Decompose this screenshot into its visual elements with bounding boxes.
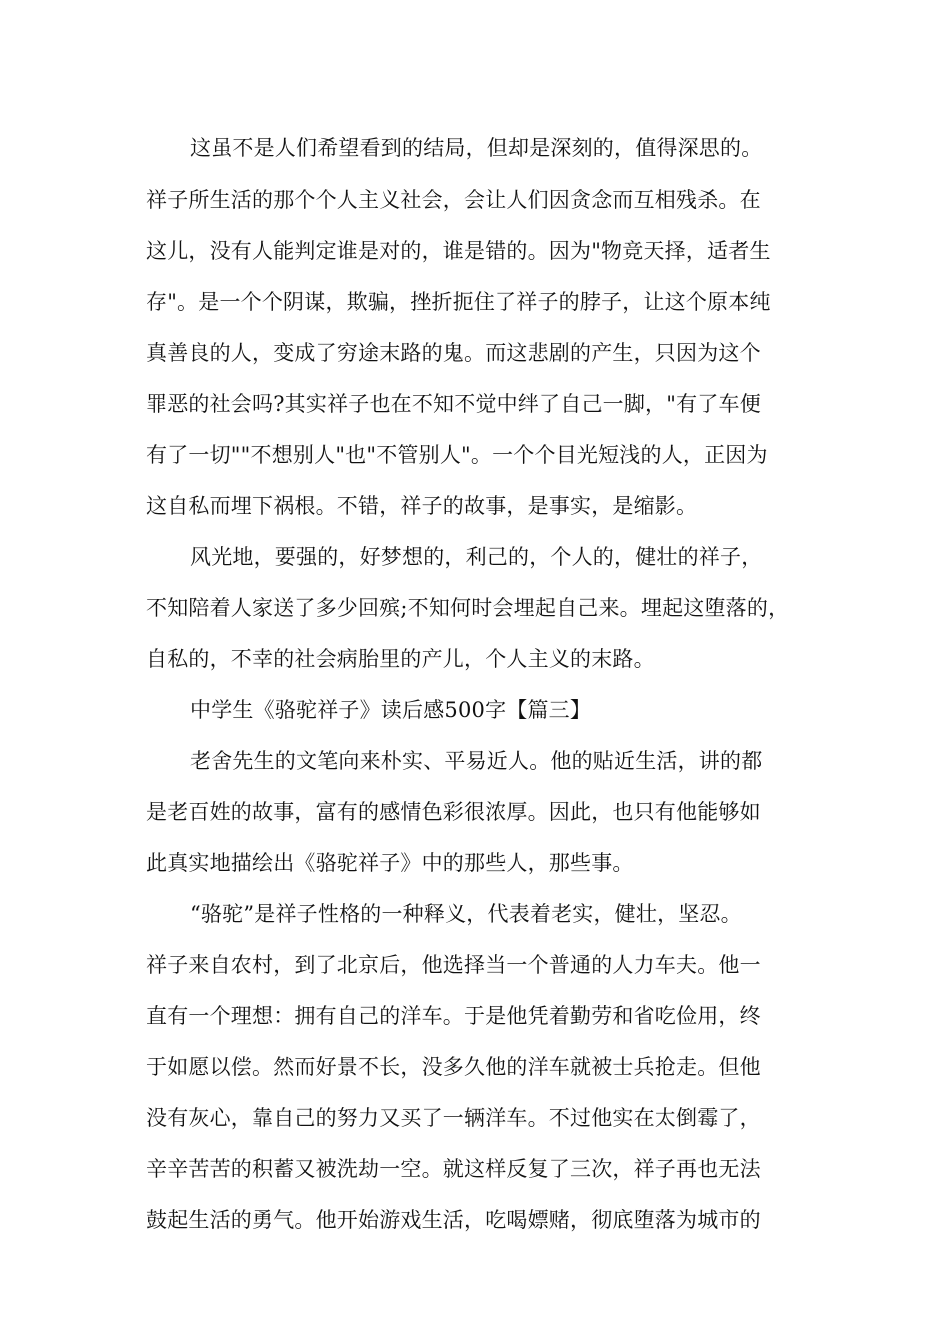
paragraph-line: 是老百姓的故事，富有的感情色彩很浓厚。因此，也只有他能够如 <box>146 800 761 824</box>
paragraph-line: 这儿，没有人能判定谁是对的，谁是错的。因为"物竞天择，适者生 <box>146 239 771 263</box>
paragraph-line: 有了一切""不想别人"也"不管别人"。一个个目光短浅的人，正因为 <box>146 443 768 467</box>
paragraph-line: 风光地，要强的，好梦想的，利己的，个人的，健壮的祥子， <box>190 545 763 569</box>
paragraph-line: 祥子所生活的那个个人主义社会，会让人们因贪念而互相残杀。在 <box>146 188 761 212</box>
paragraph-line: 老舍先生的文笔向来朴实、平易近人。他的贴近生活，讲的都 <box>190 749 763 773</box>
paragraph-line: 真善良的人，变成了穷途末路的鬼。而这悲剧的产生，只因为这个 <box>146 341 761 365</box>
paragraph-line: 祥子来自农村，到了北京后，他选择当一个普通的人力车夫。他一 <box>146 953 761 977</box>
paragraph-line: 直有一个理想：拥有自己的洋车。于是他凭着勤劳和省吃俭用，终 <box>146 1004 761 1028</box>
paragraph-line: 这虽不是人们希望看到的结局，但却是深刻的，值得深思的。 <box>190 136 763 160</box>
paragraph-line: “骆驼”是祥子性格的一种释义，代表着老实，健壮，坚忍。 <box>190 902 742 926</box>
paragraph-line: 不知陪着人家送了多少回殡;不知何时会埋起自己来。埋起这堕落的， <box>146 596 790 620</box>
paragraph-line: 于如愿以偿。然而好景不长，没多久他的洋车就被士兵抢走。但他 <box>146 1055 761 1079</box>
paragraph-line: 辛辛苦苦的积蓄又被洗劫一空。就这样反复了三次，祥子再也无法 <box>146 1157 761 1181</box>
paragraph-line: 罪恶的社会吗?其实祥子也在不知不觉中绊了自己一脚，"有了车便 <box>146 392 761 416</box>
paragraph-line: 自私的，不幸的社会病胎里的产儿，个人主义的末路。 <box>146 647 655 671</box>
paragraph-line: 此真实地描绘出《骆驼祥子》中的那些人，那些事。 <box>146 851 634 875</box>
paragraph-line: 这自私而埋下祸根。不错，祥子的故事，是事实，是缩影。 <box>146 494 698 518</box>
paragraph-line: 没有灰心，靠自己的努力又买了一辆洋车。不过他实在太倒霉了， <box>146 1106 761 1130</box>
paragraph-line: 鼓起生活的勇气。他开始游戏生活，吃喝嫖赌，彻底堕落为城市的 <box>146 1208 761 1232</box>
paragraph-line: 存"。是一个个阴谋，欺骗，挫折扼住了祥子的脖子，让这个原本纯 <box>146 290 771 314</box>
section-heading: 中学生《骆驼祥子》读后感500字【篇三】 <box>190 698 592 722</box>
